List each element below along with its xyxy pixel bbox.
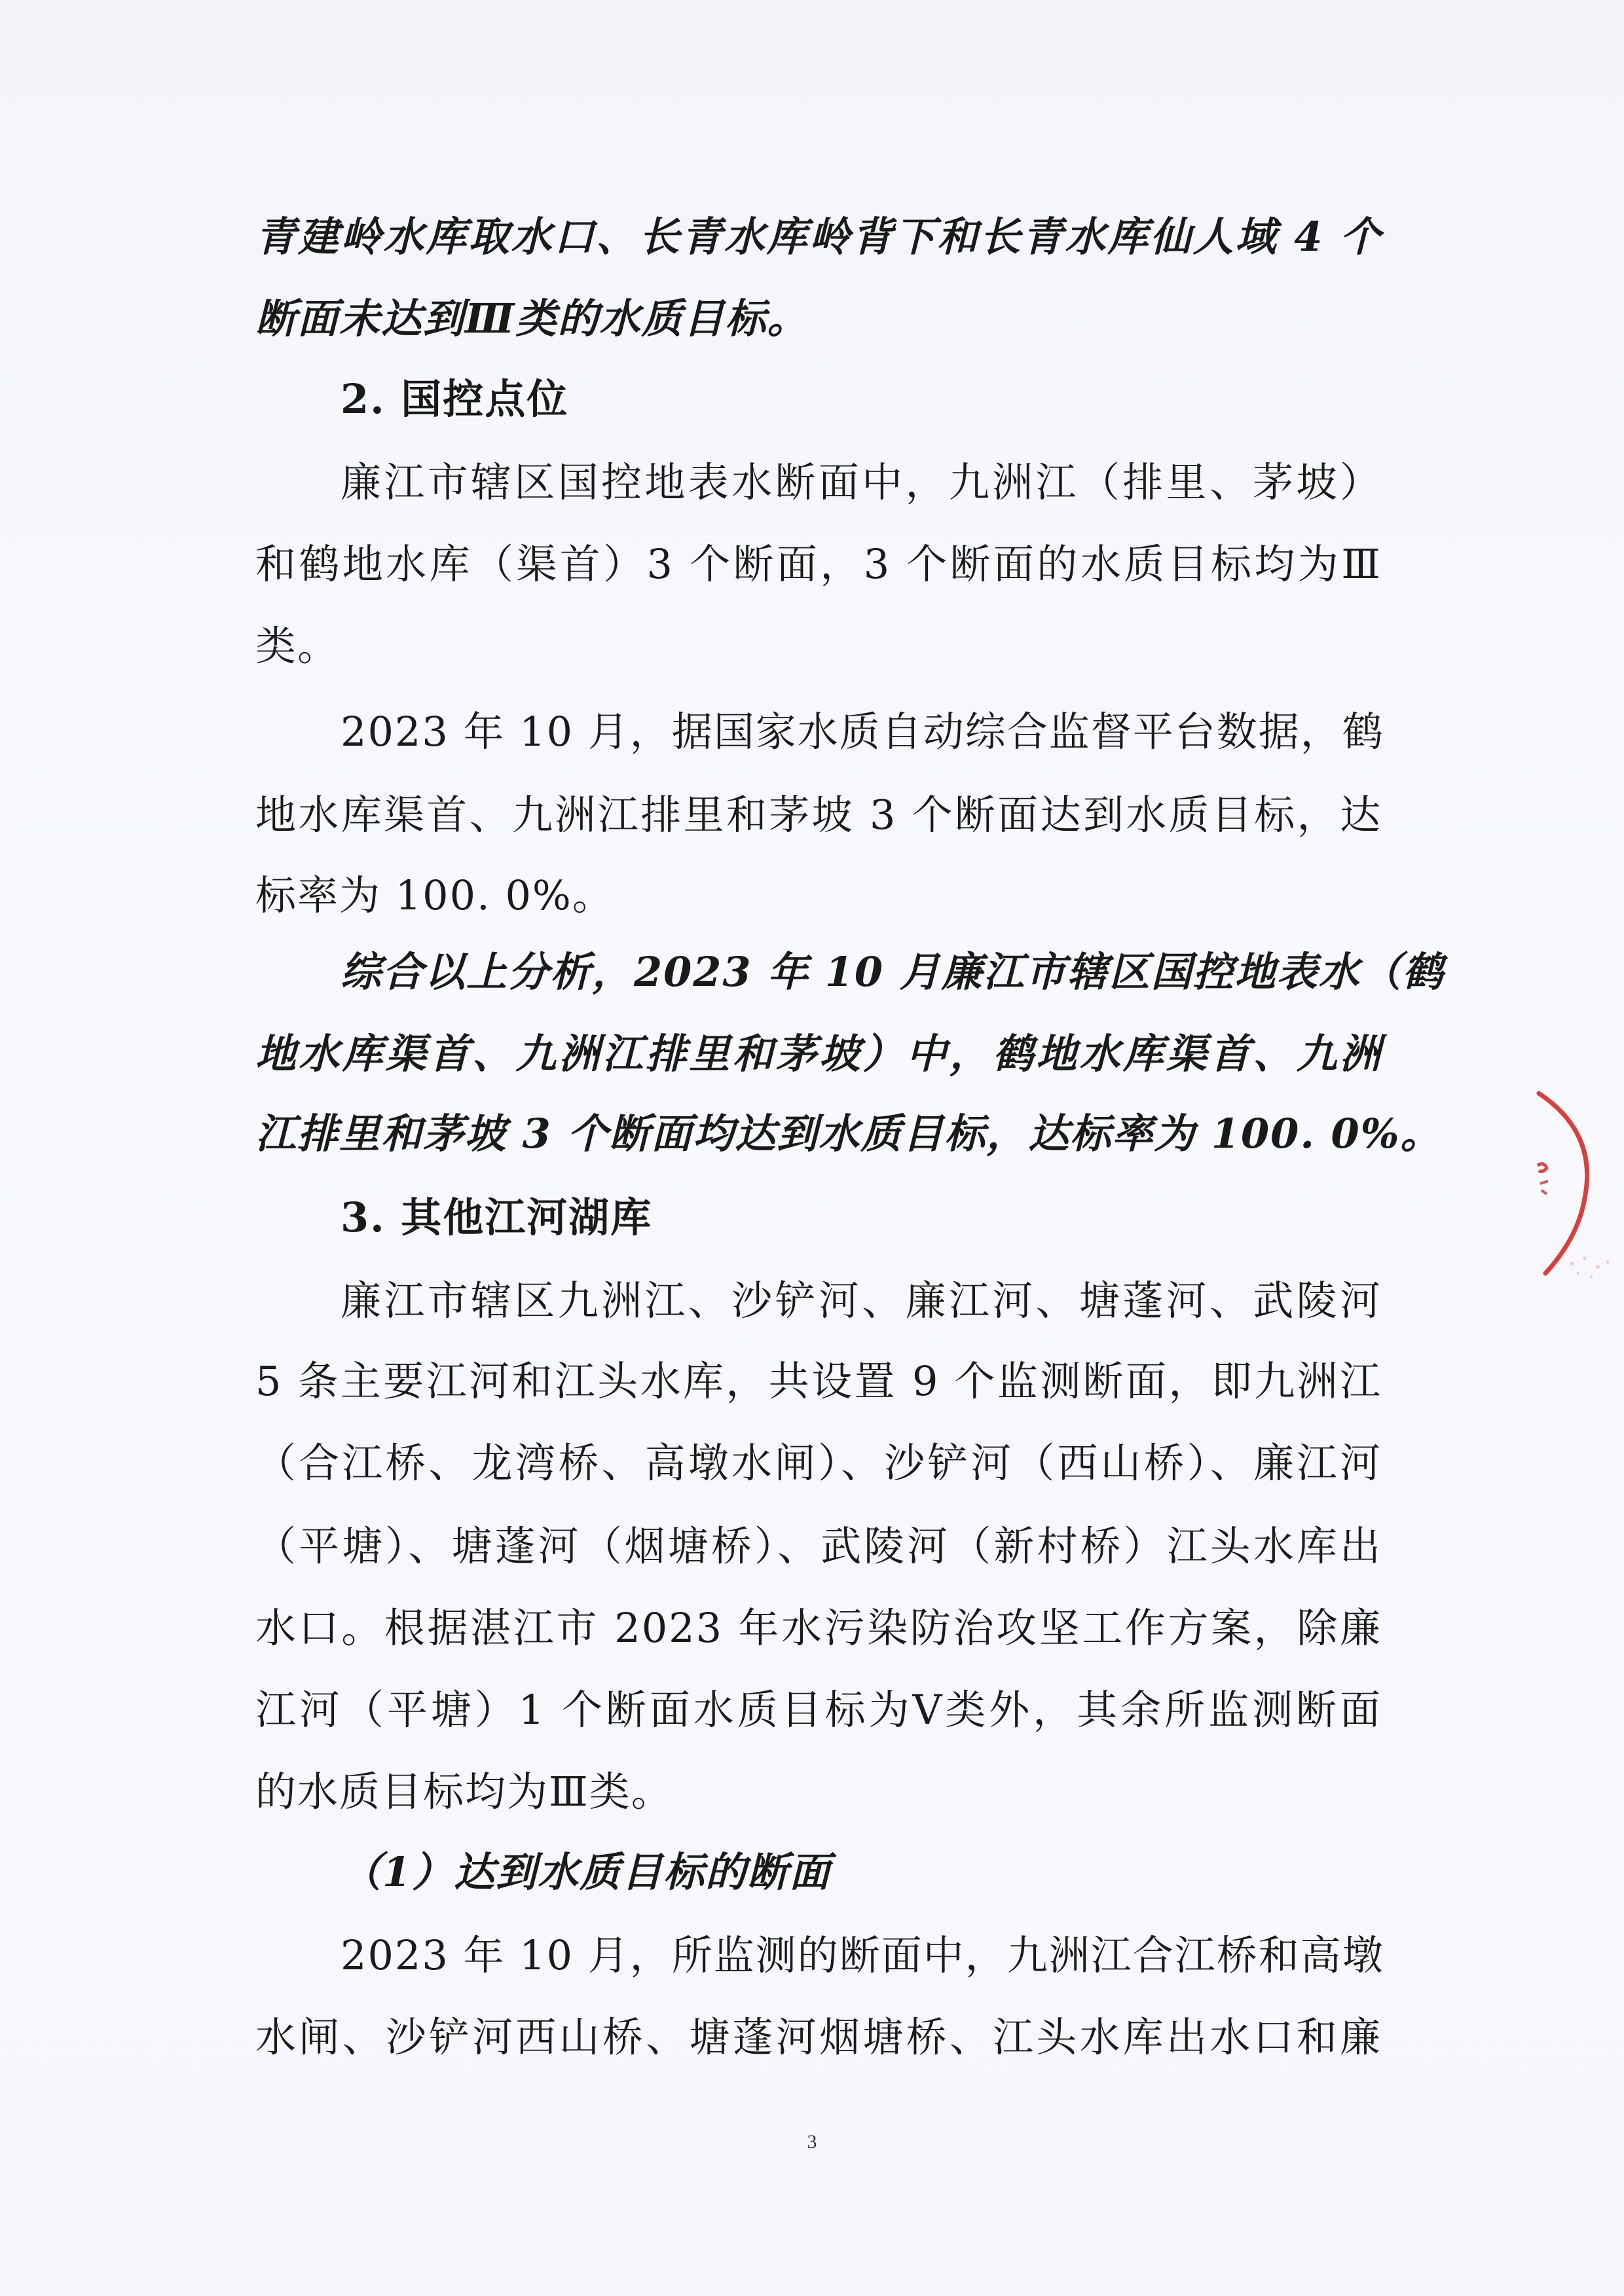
body-line: 廉江市辖区国控地表水断面中，九洲江（排里、茅坡） xyxy=(341,458,1382,506)
section-heading-2: 2. 国控点位 xyxy=(341,375,569,423)
body-line: 断面未达到Ⅲ类的水质目标。 xyxy=(255,295,809,342)
summary-line: 综合以上分析，2023 年 10 月廉江市辖区国控地表水（鹤 xyxy=(341,948,1445,996)
seal-stamp-icon xyxy=(1526,1087,1624,1283)
body-line: 廉江市辖区九洲江、沙铲河、廉江河、塘蓬河、武陵河 xyxy=(341,1277,1382,1324)
body-line: 江河（平塘）1 个断面水质目标为Ⅴ类外，其余所监测断面 xyxy=(255,1686,1382,1734)
body-line: 水闸、沙铲河西山桥、塘蓬河烟塘桥、江头水库出水口和廉 xyxy=(255,2013,1382,2061)
body-line: 地水库渠首、九洲江排里和茅坡 3 个断面达到水质目标，达 xyxy=(255,791,1382,839)
body-line: 2023 年 10 月，据国家水质自动综合监督平台数据，鹤 xyxy=(341,708,1384,756)
summary-line: 地水库渠首、九洲江排里和茅坡）中，鹤地水库渠首、九洲 xyxy=(255,1030,1382,1078)
body-line: 5 条主要江河和江头水库，共设置 9 个监测断面，即九洲江 xyxy=(255,1357,1382,1405)
body-line: 和鹤地水库（渠首）3 个断面，3 个断面的水质目标均为Ⅲ xyxy=(255,540,1382,588)
body-line: 青建岭水库取水口、长青水库岭背下和长青水库仙人域 4 个 xyxy=(255,213,1382,261)
subsection-heading-1: （1）达到水质目标的断面 xyxy=(341,1848,832,1896)
summary-line: 江排里和茅坡 3 个断面均达到水质目标，达标率为 100. 0%。 xyxy=(255,1110,1443,1157)
page-number: 3 xyxy=(807,2131,817,2153)
body-line: 水口。根据湛江市 2023 年水污染防治攻坚工作方案，除廉 xyxy=(255,1604,1382,1652)
section-heading-3: 3. 其他江河湖库 xyxy=(341,1194,653,1241)
body-line: 2023 年 10 月，所监测的断面中，九洲江合江桥和高墩 xyxy=(341,1931,1384,1979)
body-line: （合江桥、龙湾桥、高墩水闸）、沙铲河（西山桥）、廉江河 xyxy=(255,1439,1382,1487)
body-line: 标率为 100. 0%。 xyxy=(255,871,614,919)
body-line: 类。 xyxy=(255,622,340,670)
body-line: （平塘）、塘蓬河（烟塘桥）、武陵河（新村桥）江头水库出 xyxy=(255,1522,1382,1570)
body-line: 的水质目标均为Ⅲ类。 xyxy=(255,1768,673,1815)
